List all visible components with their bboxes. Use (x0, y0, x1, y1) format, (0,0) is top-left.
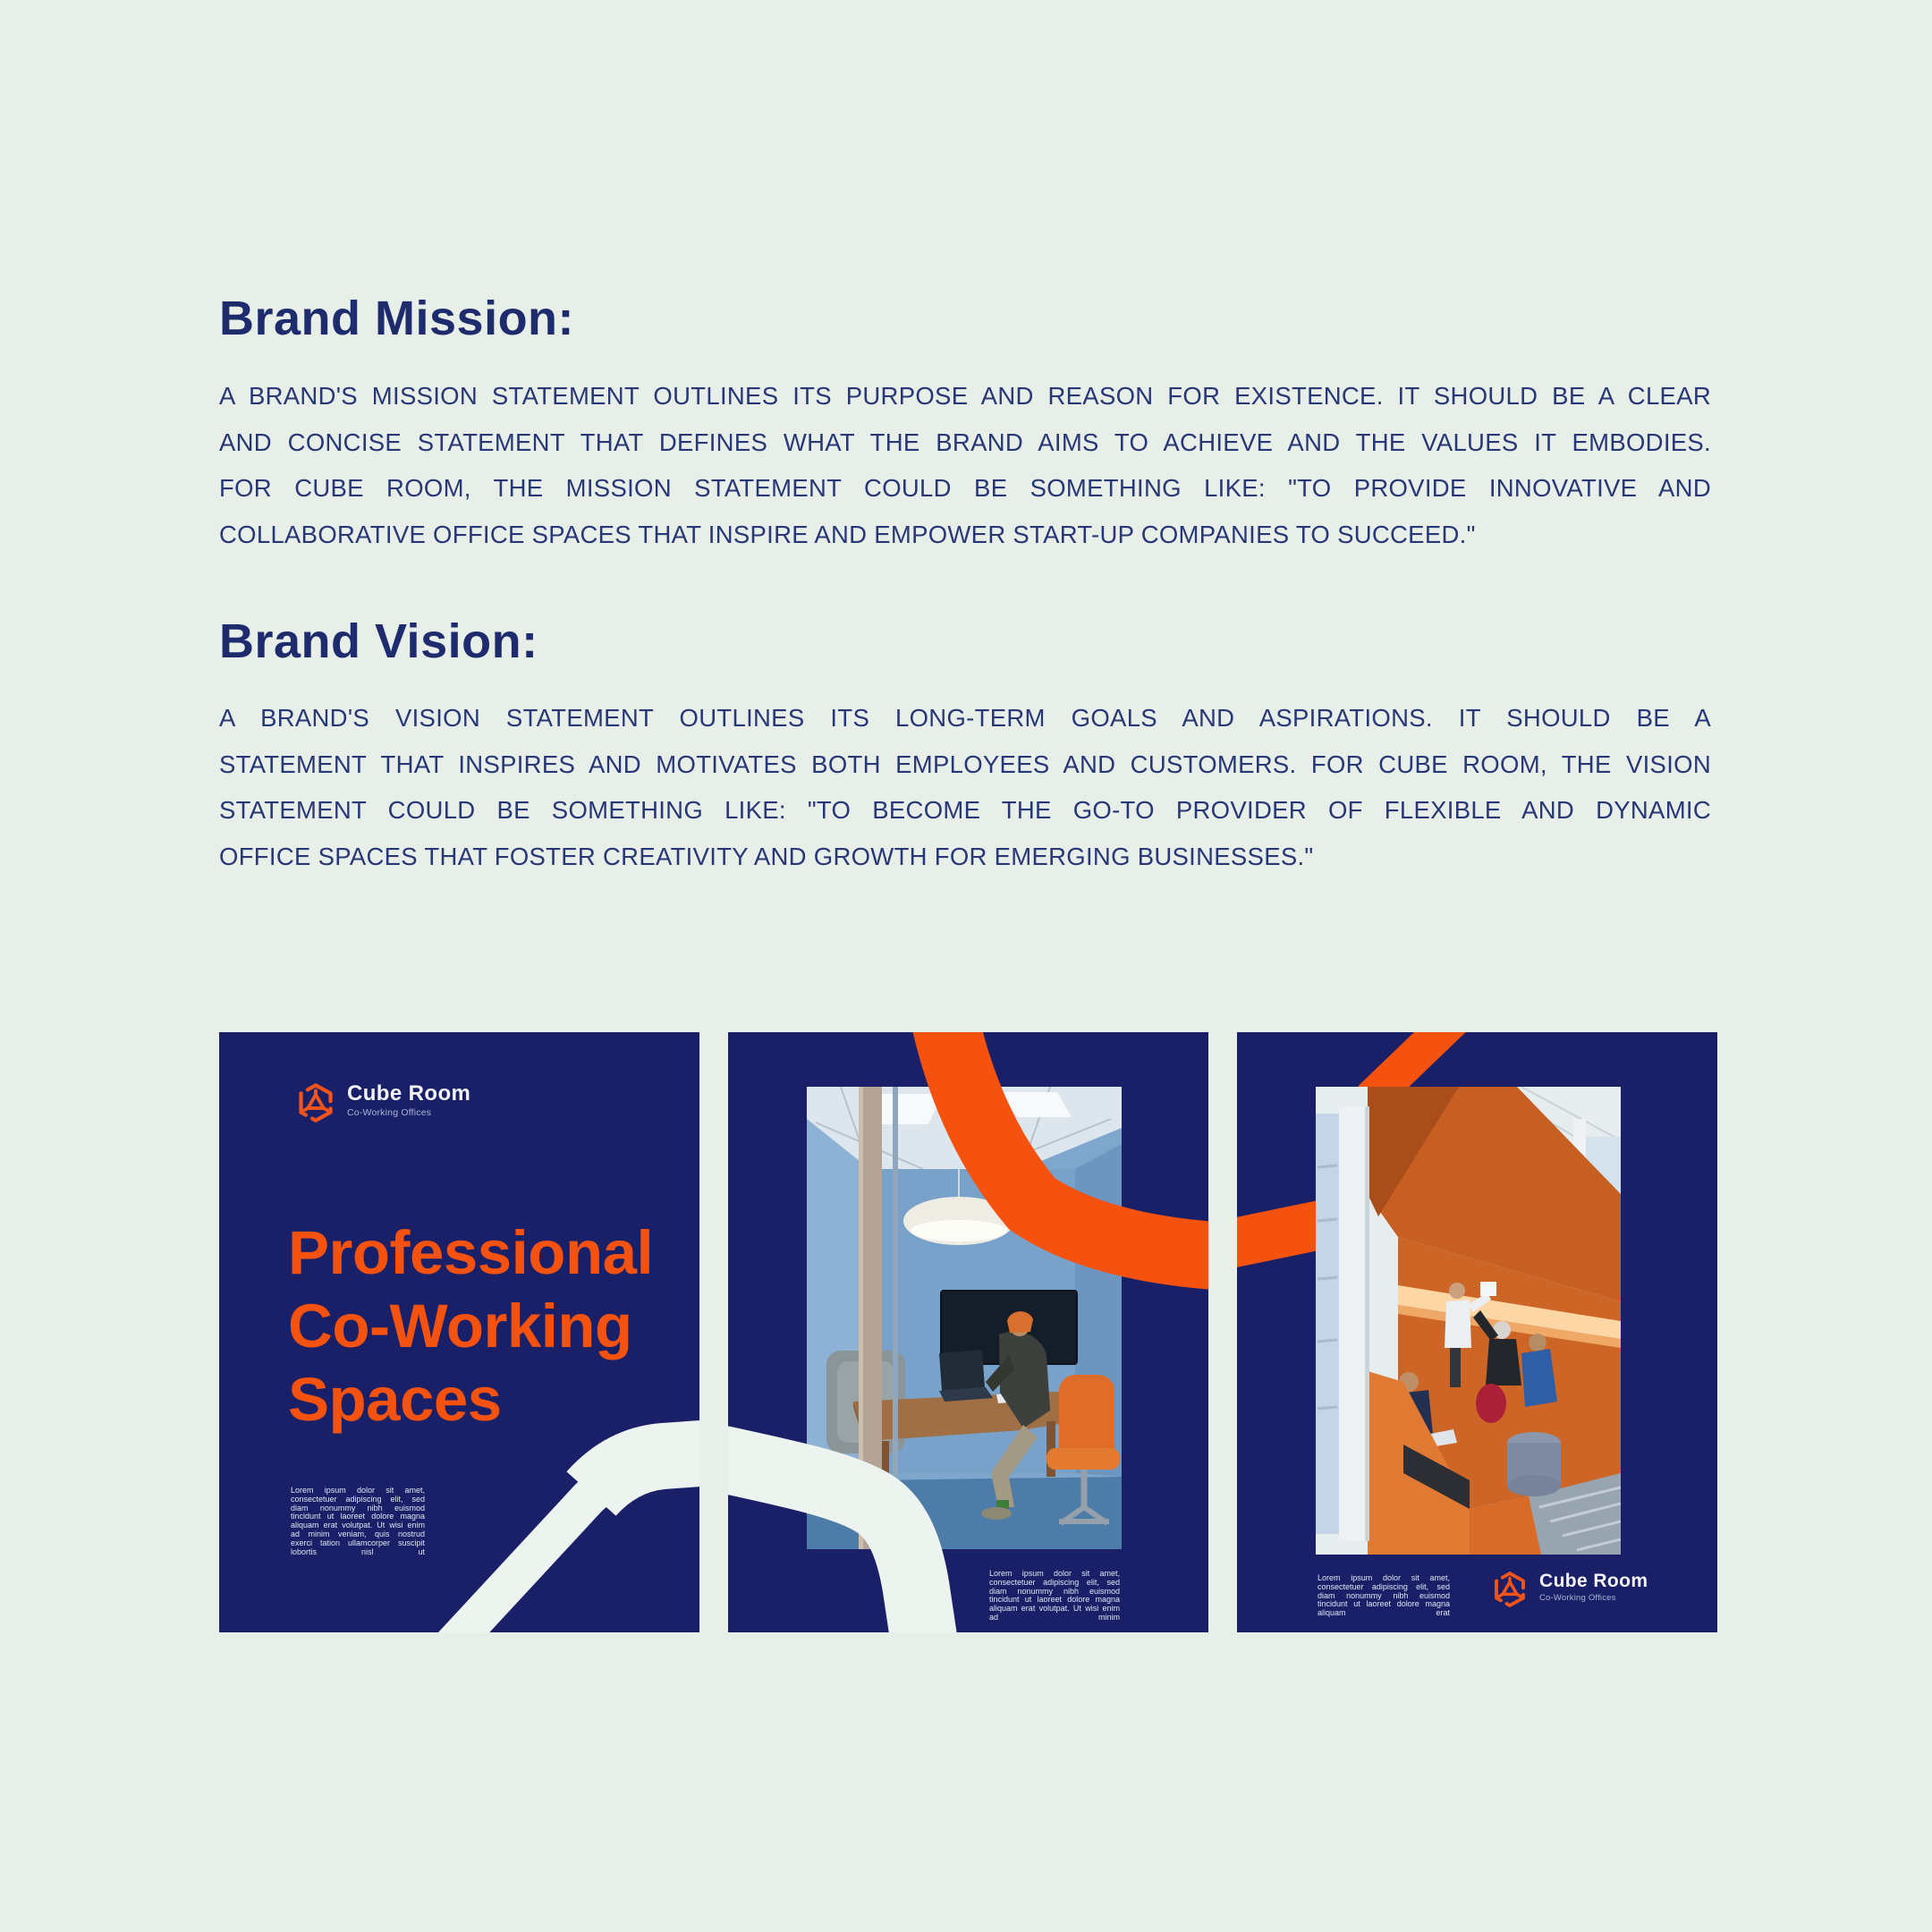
brand-name: Cube Room (1539, 1571, 1648, 1591)
brand-name: Cube Room (347, 1081, 471, 1106)
vision-line-4: OFFICE SPACES THAT FOSTER CREATIVITY AND GROWTH FOR EMERGING BUSINESSES." (219, 842, 1314, 870)
mission-line-1: A BRAND'S MISSION STATEMENT OUTLINES ITS PURPOSE AND REASON FOR EXISTENCE. IT SHOULD BE A CLEAR (219, 382, 1711, 410)
vision-line-2: STATEMENT THAT INSPIRES AND MOTIVATES BOTH EMPLOYEES AND CUSTOMERS. FOR CUBE ROOM, THE VISION (219, 750, 1711, 778)
cube-room-hexagon-icon (296, 1082, 335, 1123)
poster-headline (288, 1216, 653, 1436)
vision-line-3: STATEMENT COULD BE SOMETHING LIKE: "TO BECOME THE GO-TO PROVIDER OF FLEXIBLE AND DYNAMIC (219, 796, 1711, 824)
poster-body-text: Lorem ipsum dolor sit amet, consectetuer adipiscing elit, sed diam nonummy nibh euismod tincidunt ut laoreet dolore magna aliquam erat volutpat. Ut wisi enim ad minim veniam, quis nostrud exerci tation ullamcorper suscipit lobortis nisl ut (291, 1486, 425, 1556)
poster-body-text: Lorem ipsum dolor sit amet, consectetuer adipiscing elit, sed diam nonummy nibh euismod tincidunt ut laoreet dolore magna aliquam erat volutpat. Ut wisi enim ad minim (989, 1569, 1120, 1622)
mission-line-3: FOR CUBE ROOM, THE MISSION STATEMENT COULD BE SOMETHING LIKE: "TO PROVIDE INNOVATIVE AND (219, 474, 1711, 502)
poster-typographic (219, 1032, 699, 1632)
headline-line-2: Co-Working (288, 1292, 632, 1360)
orange-lounge-photo (1316, 1087, 1621, 1555)
poster-mockups-row (219, 1032, 1717, 1632)
vision-section-title: Brand Vision: (219, 614, 538, 668)
vision-paragraph (219, 695, 1711, 879)
mission-paragraph (219, 373, 1711, 557)
vision-line-1: A BRAND'S VISION STATEMENT OUTLINES ITS LONG-TERM GOALS AND ASPIRATIONS. IT SHOULD BE A (219, 704, 1711, 732)
headline-line-1: Professional (288, 1218, 654, 1287)
cube-room-logo (1492, 1571, 1648, 1608)
poster-meeting-room (728, 1032, 1208, 1632)
mission-line-4: COLLABORATIVE OFFICE SPACES THAT INSPIRE AND EMPOWER START-UP COMPANIES TO SUCCEED." (219, 520, 1476, 548)
brand-tagline: Co-Working Offices (1539, 1593, 1616, 1603)
mission-line-2: AND CONCISE STATEMENT THAT DEFINES WHAT THE BRAND AIMS TO ACHIEVE AND THE VALUES IT EMBODIES. (219, 428, 1711, 456)
brand-tagline: Co-Working Offices (347, 1107, 432, 1118)
cube-room-logo (296, 1082, 470, 1123)
poster-body-text: Lorem ipsum dolor sit amet, consectetuer adipiscing elit, sed diam nonummy nibh euismod tincidunt ut laoreet dolore magna aliquam erat (1318, 1573, 1450, 1618)
headline-line-3: Spaces (288, 1365, 502, 1434)
white-ribbon-graphic (728, 1032, 1208, 1632)
cube-room-hexagon-icon (1492, 1571, 1528, 1608)
mission-section-title: Brand Mission: (219, 292, 575, 345)
poster-lounge (1237, 1032, 1717, 1632)
